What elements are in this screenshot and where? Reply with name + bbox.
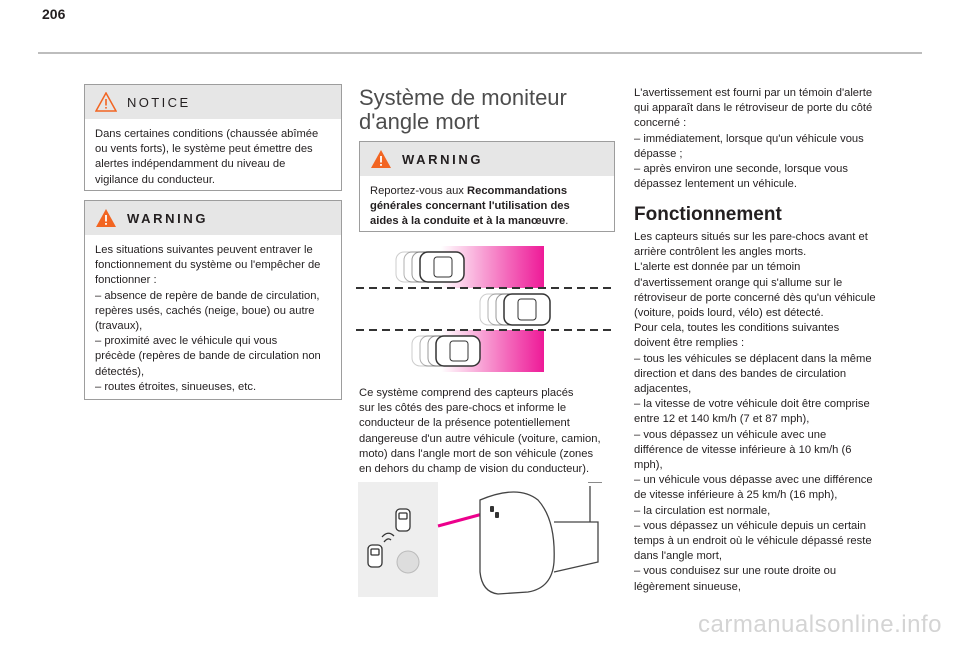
alert-intro: L'avertissement est fourni par un témoin d'alerte qui apparaît dans le rétroviseur de porte du côté concerné : – immédiatement, lorsque qu'un véhicule vous dépasse ; – après environ une seconde, lorsque vous dépassez lentement un véhicule. <box>634 87 873 191</box>
blind-spot-illustration <box>356 244 616 374</box>
warning-label-mid: WARNING <box>402 151 484 167</box>
system-description: Ce système comprend des capteurs placés sur les côtés des pare-chocs et informe le conducteur de la présence potentiellement dangereuse d'un autre véhicule (voiture, camion, moto) dans l'angle mort de son véhicule (zones en dehors du champ de vision du conducteur). <box>359 387 601 476</box>
header-rule <box>38 52 922 54</box>
warning-text-mid-bold: Recommandations générales concernant l'utilisation des aides à la conduite et à la manœuvre <box>370 185 570 228</box>
notice-header <box>85 85 341 119</box>
mirror-icon <box>480 482 602 594</box>
sensor-indicator <box>397 551 419 573</box>
watermark: carmanualsonline.info <box>698 611 942 638</box>
warning-text-mid <box>360 176 614 238</box>
dashboard-panel <box>358 482 438 597</box>
operation-body: Les capteurs situés sur les pare-chocs avant et arrière contrôlent les angles morts. L'alerte est donnée par un témoin d'avertissement orange qui s'allume sur le rétroviseur de porte concerné dès qu'un véhicule (voiture, poids lourd, vélo) est détecté. Pour cela, toutes les conditions suivantes doivent être remplies : – tous les véhicules se déplacent dans la même direction et dans des bandes de circulation adjacentes, – la vitesse de votre véhicule doit être comprise entre 12 et 140 km/h (7 et 87 mph), – vous dépassez un véhicule avec une différence de vitesse inférieure à 10 km/h (6 mph), – un véhicule vous dépasse avec une différence de vitesse inférieure à 25 km/h (16 mph), – la circulation est normale, – vous dépassez un véhicule depuis un certain temps à un endroit où le véhicule dépassé reste dans l'angle mort, – vous conduisez sur une route droite ou légèrement sinueuse, <box>634 231 876 593</box>
warning-triangle-icon <box>95 208 117 228</box>
notice-text: Dans certaines conditions (chaussée abîmée ou vents forts), le système peut émettre des alertes indépendamment du niveau de vigilance du conducteur. <box>95 128 319 186</box>
notice-box <box>84 84 342 191</box>
warning-label-left: WARNING <box>127 210 209 226</box>
mirror-illustration <box>358 482 603 597</box>
warning-text-mid-suffix: . <box>565 215 569 228</box>
warning-text-left: Les situations suivantes peuvent entraver le fonctionnement du système ou l'empêcher de fonctionner : – absence de repère de bande de circulation, repères usés, cachés (neige, boue) ou autre (travaux), – proximité avec le véhicule qui vous précède (repères de bande de circulation non détectés), – routes étroites, sinueuses, etc. <box>95 244 321 393</box>
car-icon <box>480 294 550 325</box>
notice-label: NOTICE <box>127 94 191 110</box>
car-icon <box>412 336 480 366</box>
warning-header-mid <box>360 142 614 176</box>
warning-header-left <box>85 201 341 235</box>
warning-box-mid <box>359 141 615 232</box>
warning-triangle-icon <box>370 149 392 169</box>
warning-box-left <box>84 200 342 400</box>
car-icon <box>396 252 464 282</box>
warning-triangle-icon <box>95 92 117 112</box>
page-number: 206 <box>42 6 66 22</box>
section-heading-fonctionnement: Fonctionnement <box>634 204 782 225</box>
section-title: Système de moniteur d'angle mort <box>359 85 567 134</box>
warning-text-mid-prefix: Reportez-vous aux <box>370 185 468 197</box>
